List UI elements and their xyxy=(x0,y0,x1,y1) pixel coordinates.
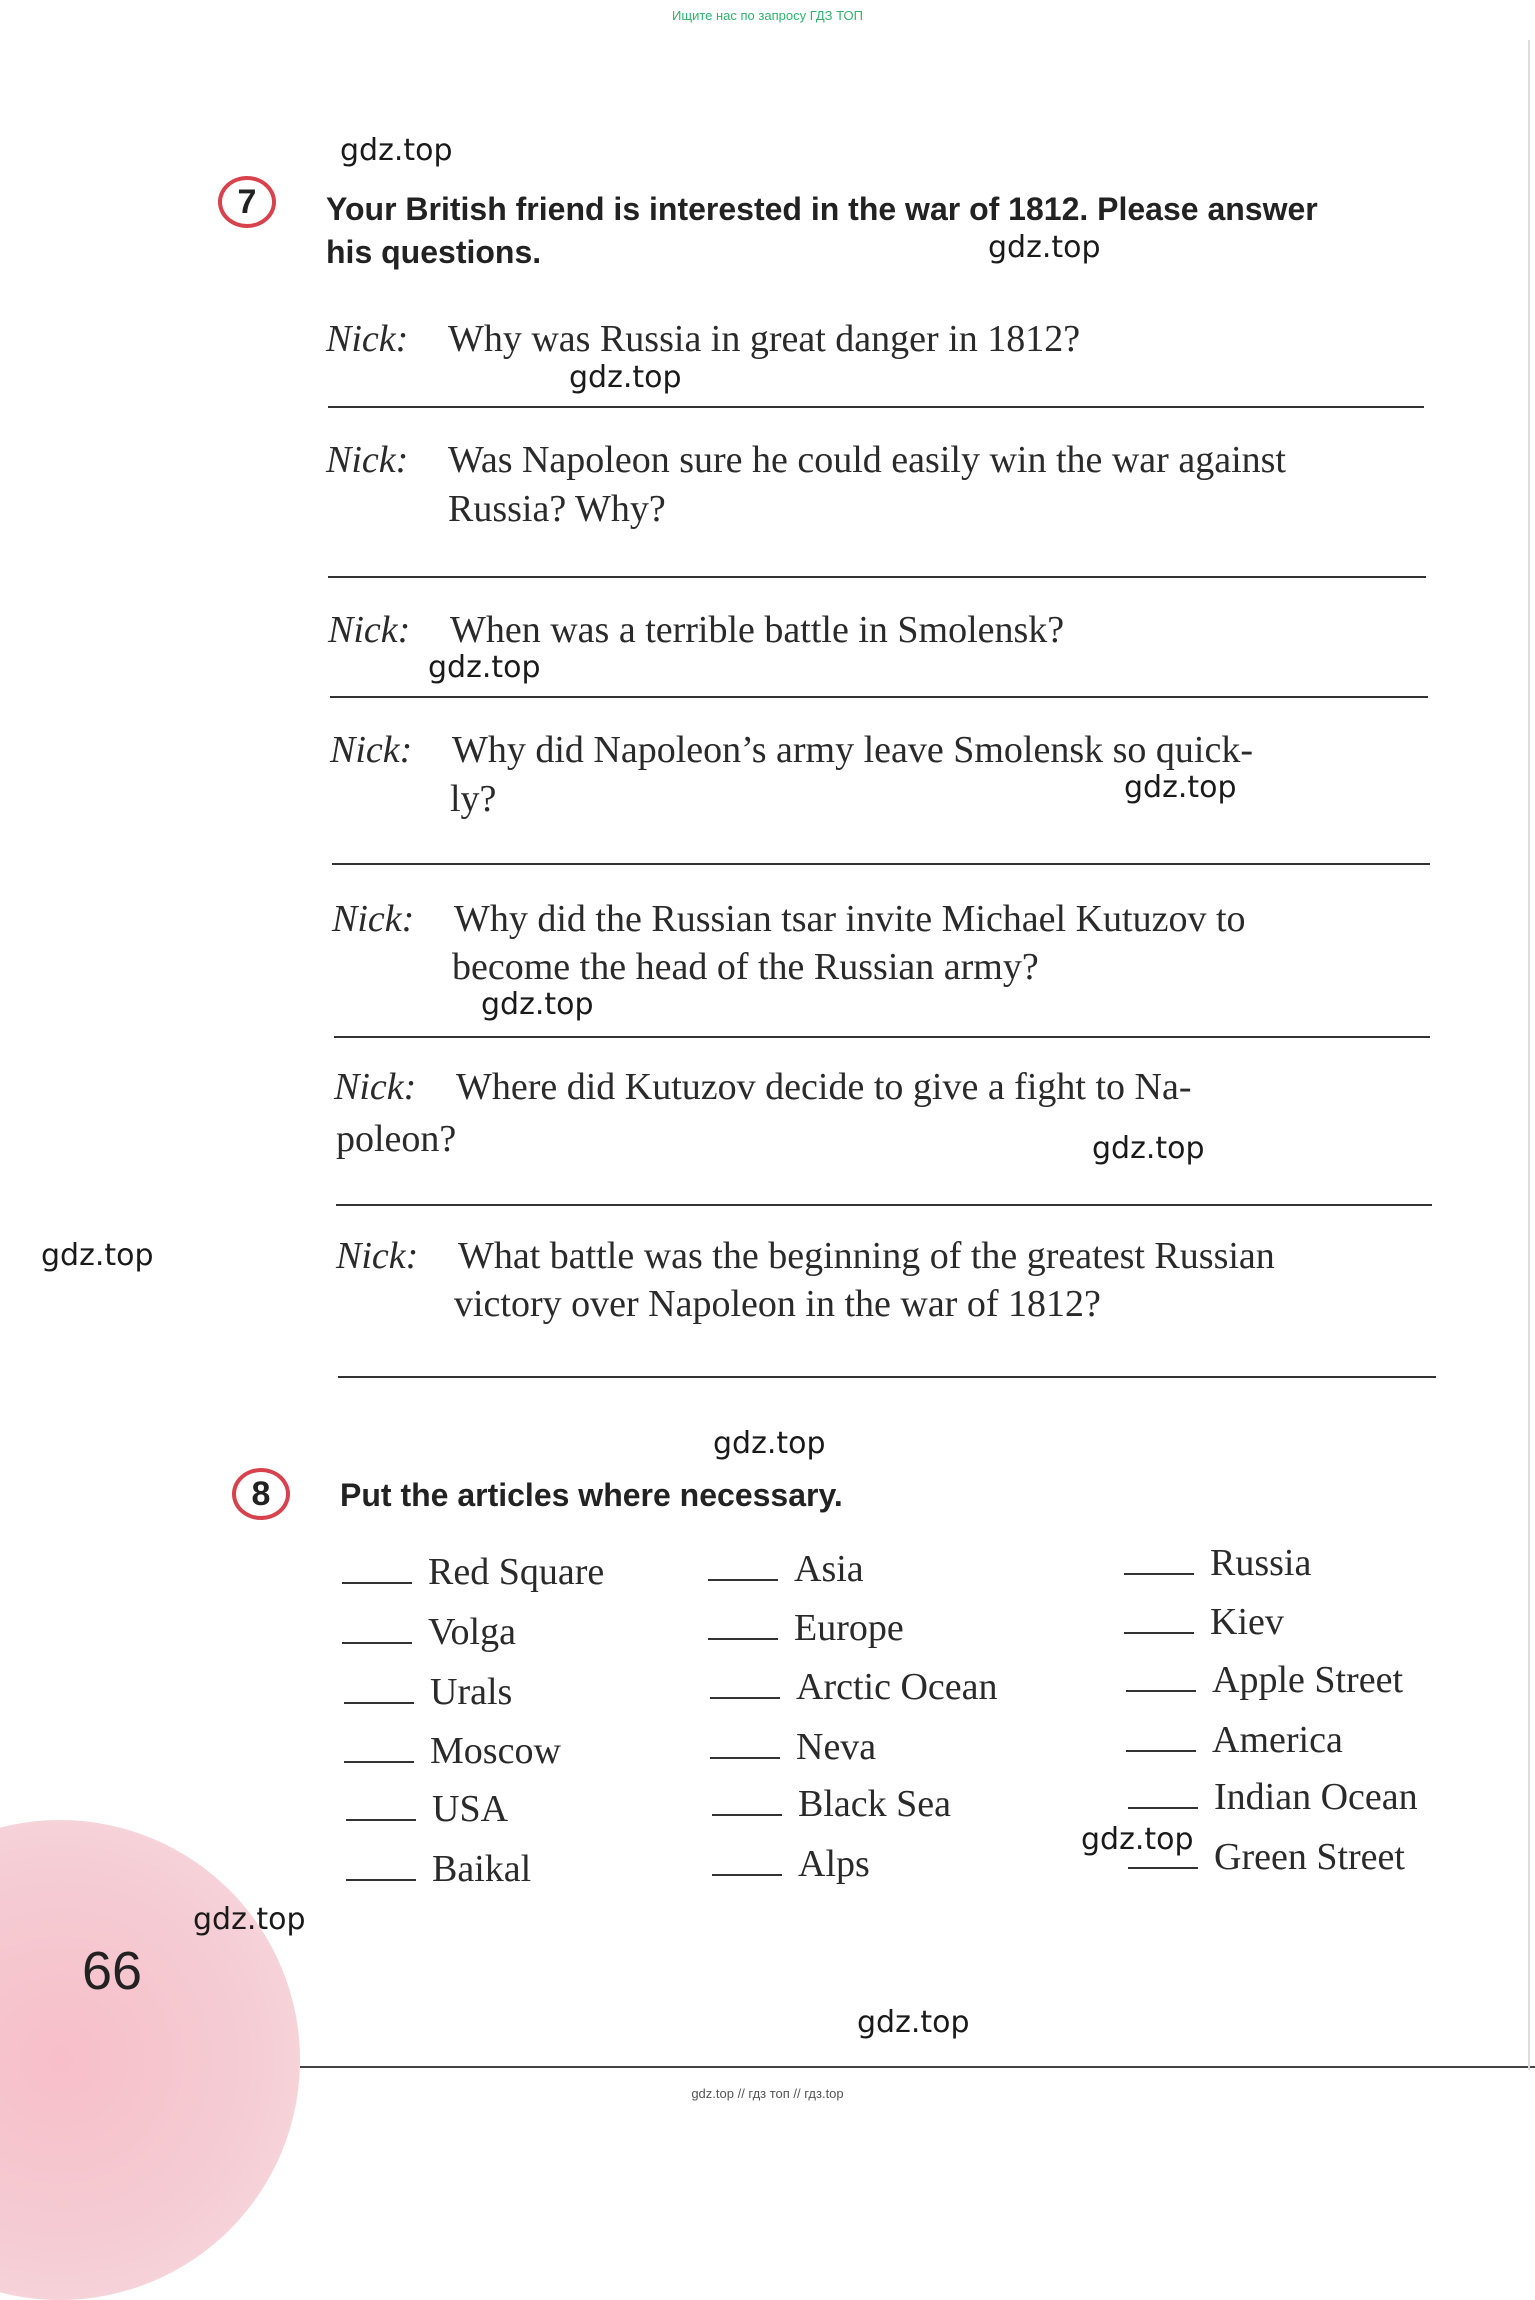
article-blank[interactable] xyxy=(712,1784,782,1816)
article-blank[interactable] xyxy=(1128,1837,1198,1869)
article-blank[interactable] xyxy=(708,1549,778,1581)
page-edge xyxy=(1528,40,1530,2070)
question-3 xyxy=(328,606,1428,655)
article-item-label: Moscow xyxy=(430,1730,561,1772)
watermark: gdz.top xyxy=(428,650,541,685)
article-item xyxy=(1124,1539,1311,1587)
watermark: gdz.top xyxy=(481,987,594,1022)
article-item xyxy=(710,1663,998,1711)
article-item xyxy=(344,1727,561,1775)
page-corner-decoration xyxy=(0,1820,300,2300)
article-item-label: Urals xyxy=(430,1671,513,1713)
article-blank[interactable] xyxy=(346,1789,416,1821)
question-text: Was Napoleon sure he could easily win the war against xyxy=(448,439,1286,481)
exercise-7-instruction-line2: his questions. xyxy=(326,234,542,270)
article-item-label: Asia xyxy=(794,1548,864,1590)
article-item-label: Indian Ocean xyxy=(1214,1776,1418,1818)
question-5-continuation: become the head of the Russian army? xyxy=(452,946,1039,988)
article-item xyxy=(344,1668,512,1716)
speaker-label: Nick: xyxy=(328,609,411,651)
speaker-label: Nick: xyxy=(326,318,409,360)
question-2-continuation: Russia? Why? xyxy=(448,488,666,530)
question-7-continuation: victory over Napoleon in the war of 1812? xyxy=(454,1283,1101,1325)
article-item xyxy=(346,1785,508,1833)
article-blank[interactable] xyxy=(710,1667,780,1699)
article-item-label: Red Square xyxy=(428,1551,605,1593)
answer-line-5[interactable] xyxy=(334,1036,1430,1038)
article-blank[interactable] xyxy=(342,1552,412,1584)
page-number: 66 xyxy=(82,1941,143,2001)
question-text: Where did Kutuzov decide to give a fight to Na- xyxy=(456,1066,1192,1108)
question-6-continuation: poleon? xyxy=(336,1118,457,1160)
question-4-continuation: ly? xyxy=(450,778,497,820)
article-item xyxy=(712,1840,870,1888)
watermark: gdz.top xyxy=(41,1238,154,1273)
exercise-7-instruction-line1: Your British friend is interested in the war of 1812. Please answer xyxy=(326,191,1318,227)
article-item-label: Baikal xyxy=(432,1848,532,1890)
article-blank[interactable] xyxy=(1126,1660,1196,1692)
article-item-label: Alps xyxy=(798,1843,870,1885)
watermark: gdz.top xyxy=(1124,770,1237,805)
article-item xyxy=(1128,1833,1405,1881)
article-item-label: Russia xyxy=(1210,1542,1312,1584)
question-2 xyxy=(326,436,1436,485)
article-blank[interactable] xyxy=(1126,1720,1196,1752)
article-blank[interactable] xyxy=(1124,1543,1194,1575)
answer-line-6[interactable] xyxy=(336,1204,1432,1206)
article-item xyxy=(712,1780,951,1828)
article-blank[interactable] xyxy=(710,1727,780,1759)
question-1 xyxy=(326,315,1426,364)
answer-line-3[interactable] xyxy=(330,696,1428,698)
watermark: gdz.top xyxy=(1081,1822,1194,1857)
question-7 xyxy=(336,1232,1456,1281)
article-item-label: Kiev xyxy=(1210,1601,1284,1643)
article-blank[interactable] xyxy=(344,1731,414,1763)
watermark: gdz.top xyxy=(857,2005,970,2040)
article-item-label: Volga xyxy=(428,1611,516,1653)
question-4 xyxy=(330,726,1440,775)
top-banner[interactable]: Ищите нас по запросу ГДЗ ТОП xyxy=(672,8,863,23)
article-blank[interactable] xyxy=(1124,1602,1194,1634)
exercise-7-number-badge: 7 xyxy=(218,176,276,228)
bottom-rule xyxy=(300,2066,1535,2068)
exercise-8-number-badge: 8 xyxy=(232,1468,290,1520)
question-text: Why did the Russian tsar invite Michael Kutuzov to xyxy=(454,898,1246,940)
article-item-label: Arctic Ocean xyxy=(796,1666,998,1708)
article-blank[interactable] xyxy=(346,1849,416,1881)
article-item-label: Apple Street xyxy=(1212,1659,1404,1701)
article-item xyxy=(1128,1773,1418,1821)
watermark: gdz.top xyxy=(988,230,1101,265)
article-blank[interactable] xyxy=(1128,1777,1198,1809)
bottom-banner[interactable]: gdz.top // гдз топ // гдз.top xyxy=(691,2086,844,2101)
article-item-label: USA xyxy=(432,1788,509,1830)
article-blank[interactable] xyxy=(344,1672,414,1704)
answer-line-1[interactable] xyxy=(328,406,1424,408)
article-blank[interactable] xyxy=(708,1608,778,1640)
speaker-label: Nick: xyxy=(336,1235,419,1277)
article-item xyxy=(346,1845,531,1893)
watermark: gdz.top xyxy=(340,133,453,168)
article-item-label: Black Sea xyxy=(798,1783,952,1825)
question-5 xyxy=(332,895,1442,944)
article-item xyxy=(708,1545,864,1593)
answer-line-7[interactable] xyxy=(338,1376,1436,1378)
answer-line-2[interactable] xyxy=(328,576,1426,578)
question-text: When was a terrible battle in Smolensk? xyxy=(450,609,1065,651)
article-item-label: Neva xyxy=(796,1726,877,1768)
speaker-label: Nick: xyxy=(332,898,415,940)
question-text: What battle was the beginning of the greatest Russian xyxy=(458,1235,1275,1277)
watermark: gdz.top xyxy=(569,360,682,395)
article-item-label: Green Street xyxy=(1214,1836,1405,1878)
article-blank[interactable] xyxy=(712,1844,782,1876)
article-item xyxy=(710,1723,876,1771)
article-item xyxy=(708,1604,904,1652)
article-blank[interactable] xyxy=(342,1612,412,1644)
watermark: gdz.top xyxy=(1092,1131,1205,1166)
watermark: gdz.top xyxy=(713,1426,826,1461)
speaker-label: Nick: xyxy=(334,1066,417,1108)
exercise-8-instruction: Put the articles where necessary. xyxy=(340,1477,843,1513)
article-item-label: Europe xyxy=(794,1607,904,1649)
article-item xyxy=(1126,1716,1343,1764)
article-item-label: America xyxy=(1212,1719,1343,1761)
article-item xyxy=(1124,1598,1284,1646)
speaker-label: Nick: xyxy=(330,729,413,771)
article-item xyxy=(1126,1656,1403,1704)
article-item xyxy=(342,1548,604,1596)
question-text: Why was Russia in great danger in 1812? xyxy=(448,318,1081,360)
question-text: Why did Napoleon’s army leave Smolensk so quick- xyxy=(452,729,1254,771)
answer-line-4[interactable] xyxy=(332,863,1430,865)
article-item xyxy=(342,1608,516,1656)
speaker-label: Nick: xyxy=(326,439,409,481)
watermark: gdz.top xyxy=(193,1902,306,1937)
question-6 xyxy=(334,1063,1444,1112)
